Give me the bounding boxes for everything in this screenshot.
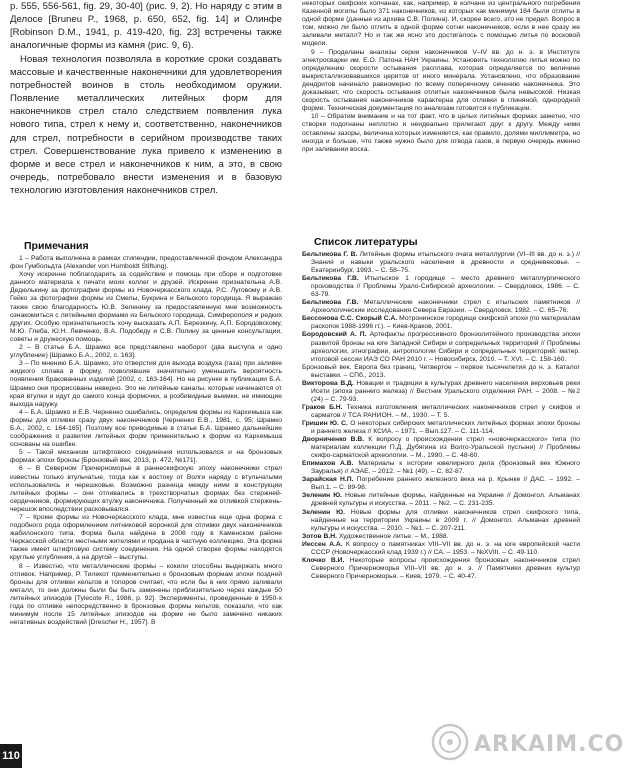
left-column	[10, 0, 282, 627]
article-body-end	[10, 0, 282, 197]
watermark-text: ARKAIM.CO	[474, 732, 624, 757]
reference-item	[302, 275, 580, 299]
body-paragraph: р. 555, 556-561, fig. 29, 30-40] (рис. 9, 2). Но наряду с этим в Делосе [Bruneu P., 1968, р. 650, 652, fig. 14] и Олинфе [Robinson D.M., 1941, р. 419-420, fig. 23] встречены также аналогичные формы из камня (рис. 9, 6).	[10, 1, 282, 52]
note-item: 6 – В Северном Причерноморье в раннескифскую эпоху наконечники стрел известны только втульчатые, тогда как к востоку от Волги наряду с втульчатыми использовались и черешковые. Возможно разница между ними в конструкции литейных формы – они отливались в трехстворчатых формах без стержней-сердечников, формирующих втулку наконечника. Полученный же отливкой стержень-черешок впоследствии расковывался.	[10, 465, 282, 513]
reference-author: Зеленин Ю.	[302, 492, 343, 500]
reference-author: Бородовский А. П.	[302, 331, 367, 339]
reference-text: Техника изготовления металлических наконечников стрел у скифов и сарматов // ТСА РАНИОН. – М., 1930. – Т. 5.	[311, 403, 580, 419]
reference-item	[302, 557, 580, 581]
reference-author: Епимахов А.В.	[302, 460, 354, 468]
note-item: 1 – Работа выполнена в рамках стипендии, предоставленной фондом Александра фон Гумбольдта (Alexander von Humboldt Stiftung).	[10, 255, 282, 271]
note-item: 8 – Известно, что металлические формы – кокили способны выдержать много отливок. Например, Р. Тилекот применительно к бронзовым формам эпохи поздней бронзы для отливки кельтов и топоров считает, что если бы в них прямо заливали металл, то они должны были бы быть заменены приблизительно через каждые 50 литейных эпизодов [Tylecote R., 1986, р. 92]. Эксперименты, проведенные в 1950-х года по отливке непосредственно в бронзовые формы кельтов, показали, что как минимум после 15 литейных эпизодов на форме не было замечено никаких негативных воздействий [Drescher H., 1957]. В	[10, 562, 282, 627]
reference-author: Зотов В.Н.	[302, 532, 338, 540]
note-item: некоторых скифских колчанах, как, например, в колчане из центрального погребения Казенной могилы было 371 наконечников, из которых как минимум 184 были отлиты в одной форме (данные из архива С.В. Полина). И, скорее всего, это не предел. Вопрос в том, можно ли было отлить в одной форме сотни наконечников, если в нее сразу же заливали металл? Но и так же ясно это достигалось с помощью литья по восковой модели.	[302, 0, 580, 48]
reference-item	[302, 315, 580, 331]
note-item: 9 – Проделаны анализы серии наконечников V–IV вв. до н. э. в Институте электросварки им. Е.О. Патона НАН Украины. Установить технологию литья можно по определению скорости остывания расплава, которая определяется по величине выкристаллизовавшихся церитов от иного минерала. Установлено, что образование дендритов начинало равномерно по всему поперечному сечению наконечника. Это доказывает, что скорость остывания отлитых наконечников была невысокой. Низкая скорость остывания наконечников характерна для отливки в глиняной, однородной форме. Техническая документация по анализам готовится к публикации.	[302, 48, 580, 113]
reference-author: Зеленин Ю.	[302, 508, 345, 516]
notes-list	[10, 255, 282, 627]
reference-text: О некоторых сибирских металлических литейных формах эпохи бронзы и раннего железа // КСИА. – 1971. – Вып.127. – С. 111-114.	[311, 419, 580, 436]
right-column	[302, 0, 580, 580]
watermark-logo	[430, 722, 624, 766]
reference-text: Некоторые вопросы происхождения бронзовых наконечников стрел Северного Причерноморья VIII–VII вв. до н. э. // Памятники древних культур Северного Причерноморья. – Киев, 1979. – С. 40-47.	[311, 556, 580, 580]
note-item: 5 – Такой механизм штифтового соединения использовался и на бронзовых формах эпохи бронзы [Бронзовый век, 2013, р. 472, №171].	[10, 449, 282, 465]
reference-text: К вопросу о происхождении стрел «новочеркасского» типа (по материалам коллекции П.Д. Дубягина из Волго-Уральской пустыни) // Проблемы скифо-сарматской археологии. – М., 1990. – С. 48-60.	[311, 436, 580, 460]
note-item: 2 – В статье Б.А. Шрамко все представлено наоборот (два выступа и одно углубление) [Шрамко Б.А., 2002, с. 163].	[10, 344, 282, 360]
reference-item	[302, 331, 580, 363]
reference-item	[302, 251, 580, 275]
reference-text: Артефакты прогрессивного бронзолитейного производства эпохи развитой бронзы на юге Западной Сибири и сопредельных территорий // Проблемы археологии, этнографии, антропологии Сибири и сопредельных территорий: матер. итоговой сессии ИАЭ СО РАН 2010 г. – Новосибирск, 2010. – Т. XVI. – С. 158-160.	[311, 331, 580, 363]
reference-text: Бронзовый век. Европа без границ. Четвертое – первое тысячелетия до н. э. Каталог выставки. – СПб., 2013.	[302, 363, 580, 379]
reference-item	[302, 492, 580, 508]
page-number: 110	[0, 744, 22, 768]
reference-text: К вопросу о памятниках VIII–VII вв. до н. э. на юге европейской части СССР (Новочеркасский клад 1939 г.) // СА. – 1953. – №XVIII. – С. 49-110.	[311, 540, 580, 556]
reference-text: Новые формы для отливки наконечников стрел скифского типа, найденные на территории Украины в 2009 г. // Домонгол. Альманах древней культуры и искусства. – 2010. – №1. – С. 207-211.	[311, 508, 580, 532]
references-heading: Список литературы	[314, 236, 418, 248]
reference-text: Художественное литье. – М., 1988.	[338, 532, 449, 540]
note-item: 3 – По мнению Б.А. Шрамко, это отверстия для выхода воздуха (газа) при заливке жидкого сплава в форму, позволявшие значительно уменьшить вероятность появления бракованных изделий [2002, с. 163-164]. Но на рисунке в публикации Б.А. Шрамко они прорисованы неверно. Это не литейные каналы, которые начинаются от края втулки и идут до самого конца формочки, а розбивидные выемки, не имеющие выхода наружу.	[10, 360, 282, 408]
reference-item	[302, 476, 580, 492]
reference-text: Мотронинское городище скифской эпохи (по материалам раскопок 1988-1996 гг.). – Киев-Краков, 2001.	[311, 315, 580, 331]
note-item: 10 – Обратим внимание и на тот факт, что в целых литейных формах заметно, что створки подогнаны неплотно и неидеально прилегают друг к другу. Между ними оставлены зазоры, величина которых изменяется, как правило, долями миллиметра, но иногда и больше, что также нужно было для отвода газов, в первую очередь именно при заливании воска.	[302, 113, 580, 153]
reference-item	[302, 380, 580, 404]
reference-text: Литейные формы итыльского очага металлургии (VI–III вв. до н. э.) // Знания и навыки уральского населения в древности и средневековье. – Екатеринбург, 1993. – С. 58–75.	[311, 251, 580, 275]
reference-author: Клочко В.И.	[302, 556, 345, 564]
reference-item	[302, 364, 580, 380]
note-item: 7 – Кроме формы из Новочеркасского клада, мне известна еще одна форма с подобного рода оформлением литниковой воронкой для отливки двух наконечников жабилонского типа. Форма была найдена в 2008 году в Каменском районе Черкасской области местными жителями и продана в частную коллекцию. Эта форма также имеет штифтовую систему соединения. На одной створке формы находятся круглые углубления, а на другой – выступы.	[10, 514, 282, 562]
reference-text: Итыльское 1 городище – место древнего металлургического производства // Проблемы Урало-Сибирской археологии. – Свердловск, 1986. – С. 63-79.	[311, 275, 580, 299]
reference-item	[302, 460, 580, 476]
reference-text: Металлические наконечники стрел с итыльских памятников // Археологические исследования Севера Евразии. – Свердловск, 1982. – С. 65–76.	[311, 299, 580, 315]
reference-author: Иессен А.А.	[302, 540, 343, 548]
reference-item	[302, 404, 580, 420]
reference-author: Зарайская Н.П.	[302, 476, 354, 484]
reference-item	[302, 533, 580, 541]
reference-item	[302, 299, 580, 315]
reference-author: Викторова В.Д.	[302, 379, 354, 387]
reference-author: Гришин Ю. С.	[302, 419, 348, 427]
references-list	[302, 251, 580, 581]
note-item: Хочу искренне поблагодарить за содействие и помощь при сборе и подготовке данного материала к печати моих коллег и друзей. Искренне признательна А.В. Дедюлькину за фотографии формы из Новочеркасского клада, Р.С. Луговому и А.В. Гейко за фотографии формы из Смелы, Букрина и Бельского городища. Я выражаю также свою благодарность Ю.В. Зеленину за предоставленную мне возможность ознакомиться с литейными формами из Бельского городища, Симферополя и редких других. Особую признательность хочу высказать А.П. Березкину, А.П. Бородовскому, М.Ю. Глеба, Ю.Н. Левченко, В.А. Подобеду и С.В. Полину за ценные консультации, советы и дружескую помощь.	[10, 271, 282, 343]
reference-author: Бессонова С.С. Скорый С.А.	[302, 315, 398, 323]
reference-author: Бельтикова Г.В.	[302, 299, 359, 307]
reference-author: Дворниченко В.В.	[302, 436, 365, 444]
arkaim-logo-icon	[430, 722, 470, 762]
reference-item	[302, 436, 580, 460]
note-item: 4 – Б.А. Шрамко и Е.В. Черненко ошибались, определив формы из Кархемыша как формы для отливки сразу двух наконечников [Черненко Е.В., 1981, с. 95; Шрамко Б.А., 2002, с. 164-165]. Поэтому все приводимые в статье Б.А. Шрамко дальнейшие соображения о развитии литейных форм применительно к форме из Кархемыша основаны на ошибке.	[10, 408, 282, 449]
reference-item	[302, 541, 580, 557]
reference-item	[302, 509, 580, 533]
notes-heading: Примечания	[24, 240, 89, 252]
reference-author: Бельтикова Г.В.	[302, 275, 359, 283]
reference-author: Граков Б.Н.	[302, 403, 343, 411]
reference-author: Бельтикова Г. В.	[302, 251, 358, 258]
reference-text: Погребение раннего железного века на р. Крынке // ДАС. – 1992. – Вып.1. – С. 89-98.	[311, 476, 580, 492]
reference-text: Материалы к истории ювелирного дела (бронзовый век Южного Зауралья) // АЭАЕ. – 2012. – №1 (49). – С. 82-87.	[311, 460, 580, 476]
reference-text: Новации и традиции в культурах древнего населения верховьев реки Исети (эпоха раннего железа) // Вестник Уральского отделения РАН. – 2008. – №2 (24) – С. 79-93.	[311, 379, 580, 403]
body-paragraph: Новая технология позволяла в короткие сроки создавать массовые и качественные наконечники для удовлетворения потребностей воинов в столь необходимом оружии. Появление металлических литейных форм для наконечников стрел стало следствием появления лука нового типа, стрел к нему и, соответственно, наконечников для стрел, потребности в серийном производстве таких стрел. Совершенствование лука привело к изменению в форме и весе стрел и наконечников к ним, а это, в свою очередь, потребовало внести изменения и в базовую технологию изготовления наконечников стрел.	[10, 53, 282, 197]
reference-item	[302, 420, 580, 436]
reference-text: Новые литейные формы, найденные на Украине // Домонгол. Альманах древней культуры и искусства. – 2011. – №2. – С. 231-235.	[311, 492, 580, 508]
notes-continued	[302, 0, 580, 154]
